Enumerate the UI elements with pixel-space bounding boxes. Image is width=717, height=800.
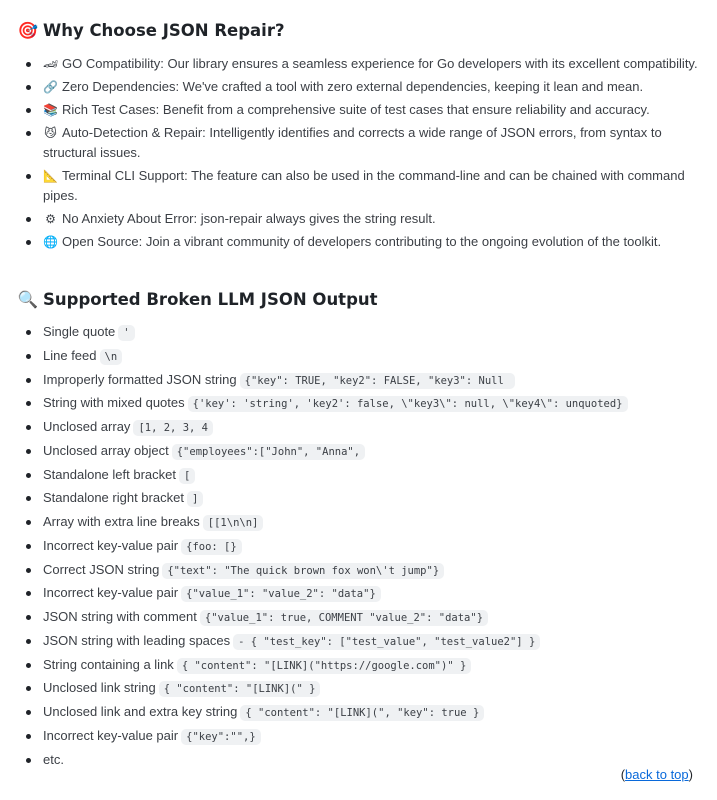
item-text: Terminal CLI Support: The feature can also be used in the command-line and can be chained with command pipes.: [43, 168, 685, 203]
broken-json-list: [19, 322, 699, 772]
code-snippet: ': [118, 325, 134, 341]
list-item: [19, 536, 699, 557]
list-item: [19, 655, 699, 676]
code-snippet: {"text": "The quick brown fox won\'t jump"}: [162, 563, 444, 579]
code-snippet: \n: [100, 349, 123, 365]
item-text: Open Source: Join a vibrant community of developers contributing to the ongoing evolution of the toolkit.: [62, 234, 662, 249]
item-text: Incorrect key-value pair: [43, 537, 179, 553]
item-text: Improperly formatted JSON string: [43, 371, 237, 387]
list-item: [19, 370, 699, 391]
list-item: [19, 488, 699, 509]
code-snippet: [1, 2, 3, 4: [133, 420, 213, 436]
item-text: String with mixed quotes: [43, 395, 185, 411]
list-item: [19, 209, 699, 229]
back-to-top: [621, 767, 693, 782]
triangle-ruler-icon: 📐: [43, 169, 58, 183]
list-item: [19, 166, 699, 206]
list-item: [19, 512, 699, 533]
code-snippet: - { "test_key": ["test_value", "test_value2"] }: [233, 634, 540, 650]
item-text: No Anxiety About Error: json-repair always gives the string result.: [62, 211, 436, 226]
code-snippet: [[1\n\n]: [203, 515, 264, 531]
list-item: [19, 560, 699, 581]
code-snippet: { "content": "[LINK](" }: [159, 681, 321, 697]
list-item: [19, 77, 699, 97]
item-text: String containing a link: [43, 656, 174, 672]
list-item: [19, 54, 699, 74]
list-item: [19, 417, 699, 438]
list-item: [19, 123, 699, 163]
item-text: etc.: [43, 751, 64, 767]
list-item: [19, 631, 699, 652]
item-text: Zero Dependencies: We've crafted a tool with zero external dependencies, keeping it lean and mean.: [62, 79, 644, 94]
item-text: GO Compatibility: Our library ensures a seamless experience for Go developers with its excellent compatibility.: [62, 56, 698, 71]
race-car-icon: 🏎: [43, 57, 59, 71]
list-item: [19, 393, 699, 414]
cat-face-icon: 😼: [44, 126, 57, 140]
code-snippet: {"key":"",}: [181, 729, 261, 745]
heading-text: Supported Broken LLM JSON Output: [43, 290, 378, 309]
code-snippet: {"value_1": true, COMMENT "value_2": "data"}: [200, 610, 488, 626]
item-text: Rich Test Cases: Benefit from a comprehensive suite of test cases that ensure reliability and accuracy.: [62, 102, 650, 117]
code-snippet: {"value_1": "value_2": "data"}: [181, 586, 381, 602]
item-text: Line feed: [43, 347, 97, 363]
list-item: [19, 100, 699, 120]
globe-icon: 🌐: [43, 235, 58, 249]
list-item: [19, 441, 699, 462]
item-text: Incorrect key-value pair: [43, 585, 179, 601]
list-item: [19, 607, 699, 628]
paren-close: ): [688, 767, 693, 782]
code-snippet: {"key": TRUE, "key2": FALSE, "key3": Null: [240, 373, 516, 389]
books-icon: 📚: [43, 103, 58, 117]
item-text: JSON string with comment: [43, 609, 197, 624]
list-item: [19, 322, 699, 343]
item-text: Standalone right bracket: [43, 490, 184, 506]
item-text: Standalone left bracket: [43, 466, 176, 482]
item-text: Unclosed array object: [43, 442, 169, 458]
item-text: Array with extra line breaks: [43, 514, 200, 529]
item-text: Single quote: [43, 324, 116, 339]
target-icon: 🎯: [17, 20, 39, 40]
item-text: Unclosed array: [43, 419, 131, 434]
list-item: [19, 346, 699, 367]
features-list: [19, 54, 699, 255]
code-snippet: {'key': 'string', 'key2': false, \"key3\": null, \"key4\": unquoted}: [188, 396, 628, 412]
code-snippet: {"employees":["John", "Anna",: [172, 444, 365, 460]
item-text: Unclosed link string: [43, 680, 156, 696]
code-snippet: { "content": "[LINK]("https://google.com")" }: [177, 658, 471, 674]
magnifier-icon: 🔍: [17, 289, 39, 309]
code-snippet: {foo: [}: [181, 539, 242, 555]
code-snippet: { "content": "[LINK](", "key": true }: [240, 705, 484, 721]
link-icon: 🔗: [43, 80, 58, 94]
item-text: Correct JSON string: [43, 561, 160, 577]
item-text: Auto-Detection & Repair: Intelligently identifies and corrects a wide range of JSON errors, from syntax to structural issues.: [43, 125, 662, 160]
paren-open: (: [620, 767, 626, 782]
list-item: [19, 583, 699, 604]
section-heading-supported: [19, 290, 378, 309]
item-text: Unclosed link and extra key string: [43, 704, 238, 719]
gear-icon: ⚙: [45, 212, 56, 226]
section-heading-why: [19, 21, 285, 40]
list-item: [19, 465, 699, 486]
list-item: [19, 678, 699, 699]
item-text: Incorrect key-value pair: [43, 727, 179, 743]
code-snippet: ]: [187, 491, 203, 507]
back-to-top-link[interactable]: back to top: [625, 767, 689, 782]
code-snippet: [: [179, 468, 195, 484]
list-item: [19, 232, 699, 252]
list-item: [19, 726, 699, 747]
list-item: [19, 750, 699, 770]
item-text: JSON string with leading spaces: [43, 632, 231, 648]
list-item: [19, 702, 699, 723]
heading-text: Why Choose JSON Repair?: [43, 21, 285, 40]
